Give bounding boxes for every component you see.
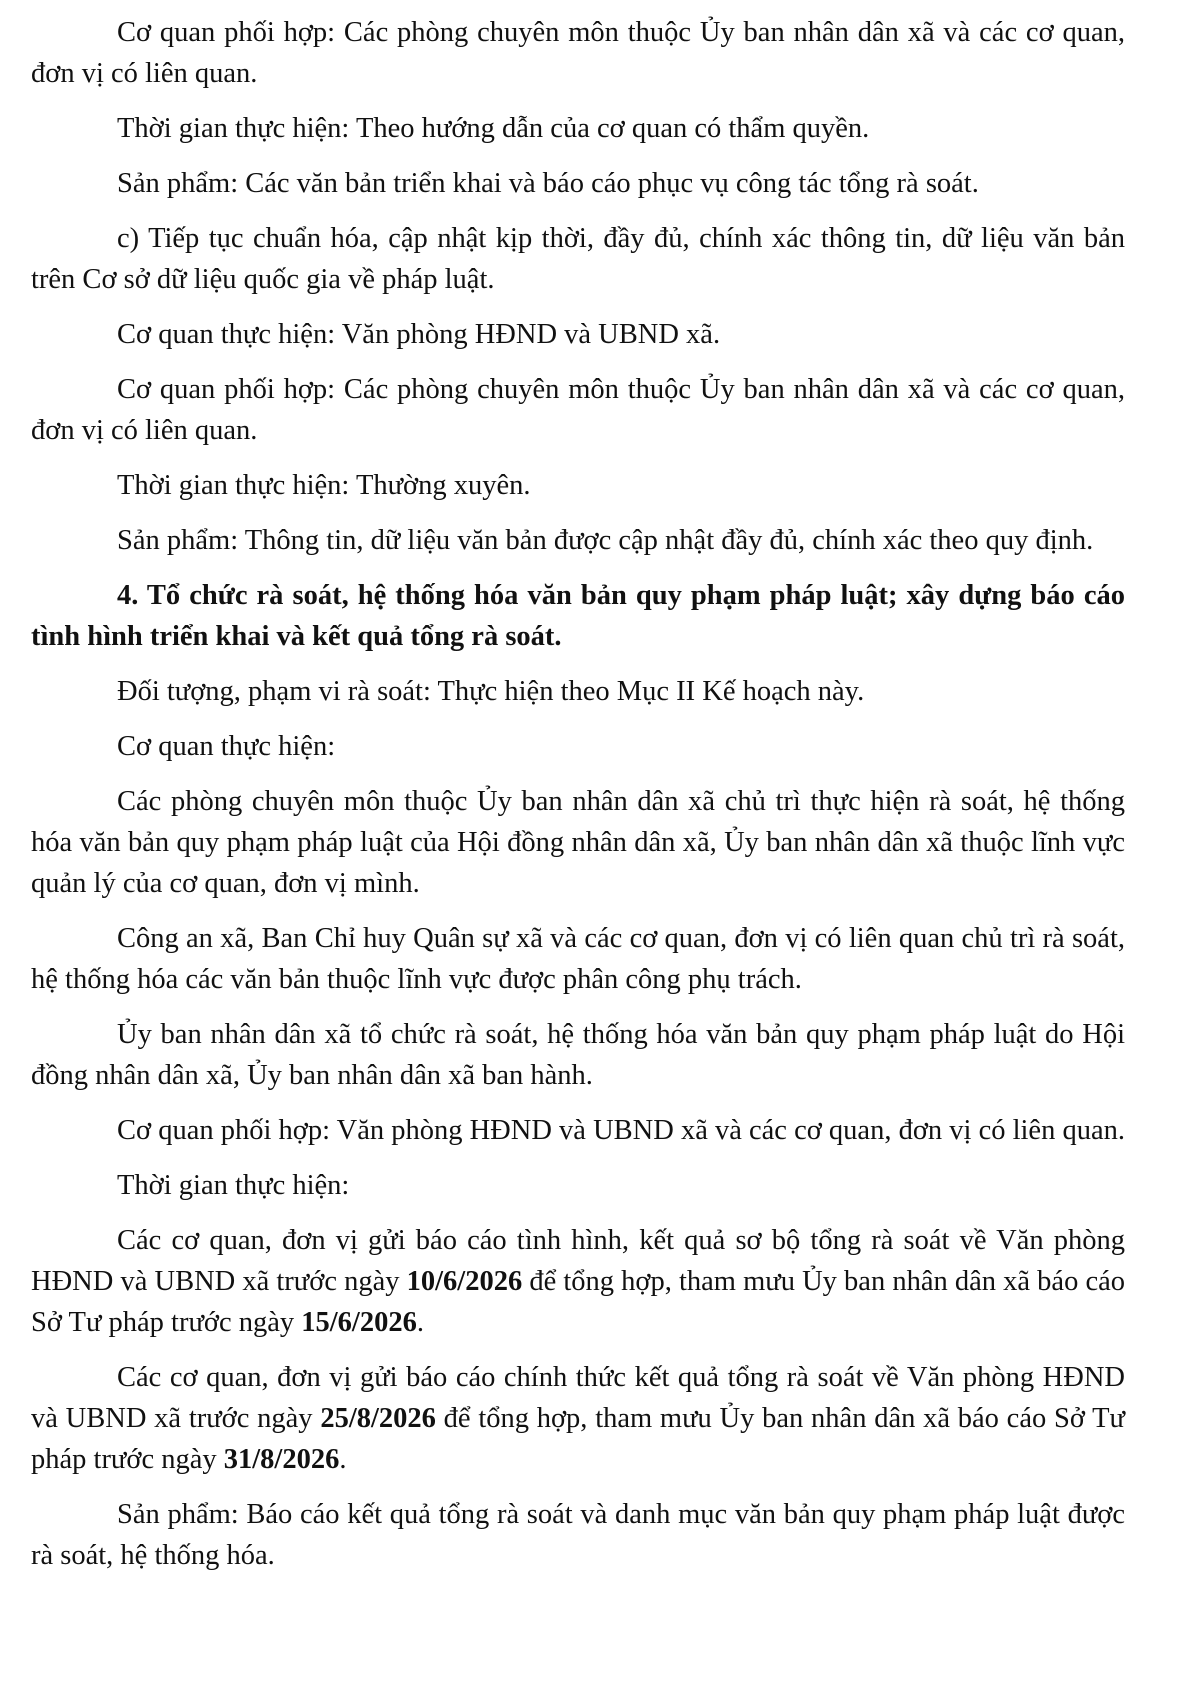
paragraph-committee-review: Ủy ban nhân dân xã tổ chức rà soát, hệ thống hóa văn bản quy phạm pháp luật do Hội đồng nhân dân xã, Ủy ban nhân dân xã ban hành. — [31, 1019, 1125, 1091]
deadline-date: 31/8/2026 — [223, 1444, 340, 1475]
text-segment: . — [416, 1307, 424, 1338]
paragraph-departments-review: Các phòng chuyên môn thuộc Ủy ban nhân dân xã chủ trì thực hiện rà soát, hệ thống hóa văn bản quy phạm pháp luật của Hội đồng nhân dân xã, Ủy ban nhân dân xã thuộc lĩnh vực quản lý của cơ quan, đơn vị mình. — [31, 786, 1125, 899]
paragraph-product: Sản phẩm: Các văn bản triển khai và báo cáo phục vụ công tác tổng rà soát. — [117, 168, 979, 199]
paragraph-final-product: Sản phẩm: Báo cáo kết quả tổng rà soát và danh mục văn bản quy phạm pháp luật được rà soát, hệ thống hóa. — [31, 1499, 1125, 1571]
paragraph-implementation-time: Thời gian thực hiện: Theo hướng dẫn của cơ quan có thẩm quyền. — [117, 113, 870, 144]
paragraph-implementing-agency: Cơ quan thực hiện: Văn phòng HĐND và UBND xã. — [117, 319, 721, 350]
deadline-date: 10/6/2026 — [406, 1266, 523, 1297]
text-segment: . — [339, 1444, 347, 1475]
paragraph-implementation-time-2: Thời gian thực hiện: Thường xuyên. — [117, 470, 531, 501]
paragraph-police-military-review: Công an xã, Ban Chỉ huy Quân sự xã và các cơ quan, đơn vị có liên quan chủ trì rà soát, hệ thống hóa các văn bản thuộc lĩnh vực được phân công phụ trách. — [31, 923, 1125, 995]
paragraph-official-report-deadline — [31, 1357, 1125, 1480]
paragraph-item-c: c) Tiếp tục chuẩn hóa, cập nhật kịp thời, đầy đủ, chính xác thông tin, dữ liệu văn bản trên Cơ sở dữ liệu quốc gia về pháp luật. — [31, 223, 1125, 295]
paragraph-implementation-time-label: Thời gian thực hiện: — [117, 1170, 350, 1201]
text-segment: Các cơ quan, đơn vị gửi báo cáo chính thức kết quả tổng rà soát về Văn phòng HĐND và UBND xã trước ngày — [31, 1362, 1125, 1434]
text-segment: Các cơ quan, đơn vị gửi báo cáo tình hình, kết quả sơ bộ tổng rà soát về Văn phòng HĐND và UBND xã trước ngày — [31, 1225, 1125, 1297]
text-segment: để tổng hợp, tham mưu Ủy ban nhân dân xã báo cáo Sở Tư pháp trước ngày — [31, 1266, 1125, 1338]
paragraph-coordinating-agency-3: Cơ quan phối hợp: Văn phòng HĐND và UBND xã và các cơ quan, đơn vị có liên quan. — [117, 1115, 1125, 1146]
paragraph-product-2: Sản phẩm: Thông tin, dữ liệu văn bản được cập nhật đầy đủ, chính xác theo quy định. — [117, 525, 1094, 556]
deadline-date: 15/6/2026 — [301, 1307, 417, 1338]
paragraph-coordinating-agency: Cơ quan phối hợp: Các phòng chuyên môn thuộc Ủy ban nhân dân xã và các cơ quan, đơn vị có liên quan. — [31, 17, 1125, 89]
paragraph-review-scope: Đối tượng, phạm vi rà soát: Thực hiện theo Mục II Kế hoạch này. — [117, 676, 865, 707]
text-segment: để tổng hợp, tham mưu Ủy ban nhân dân xã báo cáo Sở Tư pháp trước ngày — [31, 1403, 1125, 1475]
paragraph-preliminary-report-deadline — [31, 1220, 1125, 1343]
section-heading-4: 4. Tổ chức rà soát, hệ thống hóa văn bản quy phạm pháp luật; xây dựng báo cáo tình hình triển khai và kết quả tổng rà soát. — [31, 580, 1125, 652]
paragraph-coordinating-agency-2: Cơ quan phối hợp: Các phòng chuyên môn thuộc Ủy ban nhân dân xã và các cơ quan, đơn vị có liên quan. — [31, 374, 1125, 446]
deadline-date: 25/8/2026 — [320, 1403, 436, 1434]
paragraph-implementing-agency-label: Cơ quan thực hiện: — [117, 731, 336, 762]
